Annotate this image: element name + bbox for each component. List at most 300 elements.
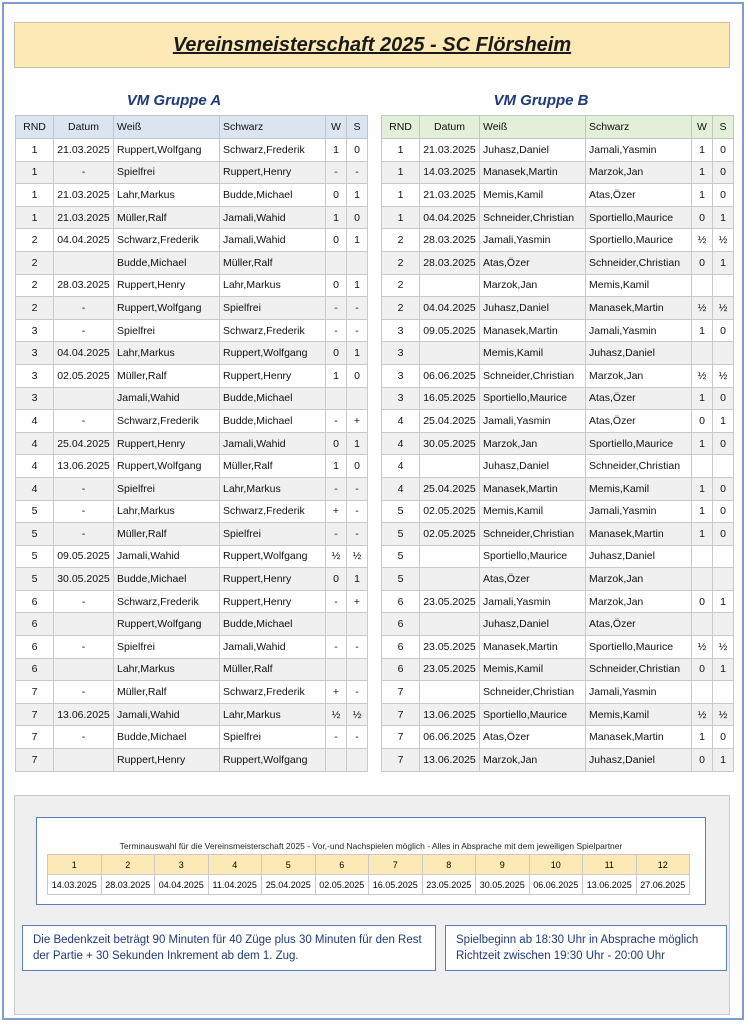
cell-weiss: Jamali,Yasmin xyxy=(480,410,586,433)
cell-datum: 25.04.2025 xyxy=(54,432,114,455)
cell-schwarz: Lahr,Markus xyxy=(220,477,326,500)
table-row xyxy=(16,319,368,342)
cell-weiss: Ruppert,Wolfgang xyxy=(114,297,220,320)
cell-w: 0 xyxy=(692,206,713,229)
cell-rnd: 6 xyxy=(382,590,420,613)
cell-datum: - xyxy=(54,636,114,659)
cell-datum: - xyxy=(54,410,114,433)
cell-weiss: Manasek,Martin xyxy=(480,636,586,659)
cell-schwarz: Ruppert,Henry xyxy=(220,364,326,387)
cell-datum: - xyxy=(54,161,114,184)
cell-weiss: Jamali,Yasmin xyxy=(480,229,586,252)
cell-weiss: Juhasz,Daniel xyxy=(480,139,586,162)
cell-w xyxy=(326,251,347,274)
cell-rnd: 2 xyxy=(16,274,54,297)
cell-rnd: 2 xyxy=(16,229,54,252)
cell-rnd: 2 xyxy=(16,297,54,320)
cell-w xyxy=(692,455,713,478)
cell-datum: 21.03.2025 xyxy=(420,184,480,207)
cell-datum: 21.03.2025 xyxy=(54,139,114,162)
cell-w: 0 xyxy=(326,184,347,207)
cell-s: 1 xyxy=(347,432,368,455)
cell-s: 1 xyxy=(347,229,368,252)
schedule-round-number: 8 xyxy=(422,855,476,875)
cell-rnd: 3 xyxy=(16,342,54,365)
cell-s xyxy=(713,274,734,297)
group-a-title: VM Gruppe A xyxy=(126,92,222,109)
cell-s xyxy=(713,681,734,704)
cell-datum xyxy=(420,274,480,297)
schedule-date: 11.04.2025 xyxy=(208,875,262,895)
col-header-schwarz: Schwarz xyxy=(586,116,692,139)
table-row xyxy=(382,206,734,229)
cell-datum: - xyxy=(54,523,114,546)
cell-s: 0 xyxy=(347,206,368,229)
cell-s: 0 xyxy=(713,387,734,410)
cell-schwarz: Schwarz,Frederik xyxy=(220,500,326,523)
cell-datum: 13.06.2025 xyxy=(420,749,480,772)
cell-w: 1 xyxy=(692,387,713,410)
cell-rnd: 2 xyxy=(382,274,420,297)
cell-w xyxy=(692,681,713,704)
cell-s: - xyxy=(347,477,368,500)
cell-datum: 21.03.2025 xyxy=(54,184,114,207)
table-row xyxy=(382,229,734,252)
cell-weiss: Schwarz,Frederik xyxy=(114,229,220,252)
cell-s: ½ xyxy=(713,297,734,320)
cell-rnd: 5 xyxy=(16,568,54,591)
cell-s: - xyxy=(347,319,368,342)
table-row xyxy=(16,681,368,704)
cell-datum: 28.03.2025 xyxy=(420,251,480,274)
table-row xyxy=(16,206,368,229)
cell-weiss: Budde,Michael xyxy=(114,251,220,274)
cell-datum: 28.03.2025 xyxy=(420,229,480,252)
cell-rnd: 3 xyxy=(382,364,420,387)
schedule-date: 14.03.2025 xyxy=(48,875,102,895)
cell-rnd: 6 xyxy=(16,590,54,613)
cell-weiss: Schwarz,Frederik xyxy=(114,590,220,613)
cell-weiss: Spielfrei xyxy=(114,161,220,184)
cell-weiss: Marzok,Jan xyxy=(480,274,586,297)
cell-schwarz: Jamali,Wahid xyxy=(220,206,326,229)
cell-rnd: 7 xyxy=(382,703,420,726)
cell-schwarz: Juhasz,Daniel xyxy=(586,545,692,568)
table-row xyxy=(382,364,734,387)
col-header-schwarz: Schwarz xyxy=(220,116,326,139)
cell-schwarz: Ruppert,Henry xyxy=(220,161,326,184)
cell-datum xyxy=(54,613,114,636)
table-row xyxy=(16,410,368,433)
cell-weiss: Marzok,Jan xyxy=(480,432,586,455)
cell-schwarz: Lahr,Markus xyxy=(220,274,326,297)
cell-schwarz: Juhasz,Daniel xyxy=(586,342,692,365)
cell-rnd: 7 xyxy=(382,681,420,704)
cell-datum: - xyxy=(54,681,114,704)
schedule-date: 04.04.2025 xyxy=(155,875,209,895)
cell-w: 1 xyxy=(326,139,347,162)
cell-weiss: Spielfrei xyxy=(114,636,220,659)
cell-rnd: 1 xyxy=(16,139,54,162)
table-row xyxy=(382,274,734,297)
schedule-round-number: 10 xyxy=(529,855,583,875)
cell-datum: 02.05.2025 xyxy=(54,364,114,387)
table-row xyxy=(382,477,734,500)
cell-rnd: 1 xyxy=(16,206,54,229)
cell-weiss: Manasek,Martin xyxy=(480,319,586,342)
cell-weiss: Atas,Özer xyxy=(480,726,586,749)
cell-datum: 14.03.2025 xyxy=(420,161,480,184)
cell-rnd: 3 xyxy=(16,387,54,410)
cell-rnd: 7 xyxy=(382,726,420,749)
cell-weiss: Jamali,Wahid xyxy=(114,545,220,568)
table-row xyxy=(382,681,734,704)
cell-w: 1 xyxy=(692,319,713,342)
cell-rnd: 5 xyxy=(382,545,420,568)
cell-schwarz: Schwarz,Frederik xyxy=(220,319,326,342)
cell-s: - xyxy=(347,161,368,184)
cell-w: 0 xyxy=(692,658,713,681)
schedule-round-number: 12 xyxy=(636,855,690,875)
table-row xyxy=(16,590,368,613)
cell-w: ½ xyxy=(692,703,713,726)
cell-weiss: Memis,Kamil xyxy=(480,184,586,207)
cell-datum xyxy=(54,387,114,410)
cell-rnd: 5 xyxy=(382,523,420,546)
cell-datum: - xyxy=(54,590,114,613)
cell-rnd: 3 xyxy=(16,364,54,387)
cell-s: - xyxy=(347,726,368,749)
cell-datum xyxy=(420,342,480,365)
table-row xyxy=(382,726,734,749)
cell-datum: 04.04.2025 xyxy=(420,297,480,320)
cell-datum: 04.04.2025 xyxy=(420,206,480,229)
cell-w: 1 xyxy=(692,500,713,523)
cell-datum xyxy=(420,455,480,478)
cell-schwarz: Manasek,Martin xyxy=(586,297,692,320)
cell-s: 0 xyxy=(347,364,368,387)
col-header-w: W xyxy=(692,116,713,139)
cell-w: ½ xyxy=(692,364,713,387)
col-header-datum: Datum xyxy=(54,116,114,139)
cell-w: 0 xyxy=(326,432,347,455)
table-row xyxy=(382,749,734,772)
cell-rnd: 1 xyxy=(382,161,420,184)
cell-schwarz: Memis,Kamil xyxy=(586,703,692,726)
cell-weiss: Manasek,Martin xyxy=(480,477,586,500)
cell-rnd: 1 xyxy=(16,184,54,207)
cell-s: 0 xyxy=(713,184,734,207)
table-header-row xyxy=(382,116,734,139)
cell-rnd: 2 xyxy=(382,251,420,274)
table-row xyxy=(382,455,734,478)
table-row xyxy=(16,568,368,591)
table-row xyxy=(16,613,368,636)
cell-weiss: Juhasz,Daniel xyxy=(480,613,586,636)
cell-weiss: Budde,Michael xyxy=(114,568,220,591)
col-header-w: W xyxy=(326,116,347,139)
col-header-s: S xyxy=(347,116,368,139)
cell-rnd: 6 xyxy=(382,613,420,636)
cell-s: 1 xyxy=(347,342,368,365)
cell-weiss: Jamali,Yasmin xyxy=(480,590,586,613)
cell-s: - xyxy=(347,297,368,320)
cell-weiss: Ruppert,Henry xyxy=(114,749,220,772)
cell-rnd: 7 xyxy=(16,749,54,772)
cell-schwarz: Spielfrei xyxy=(220,523,326,546)
schedule-date: 30.05.2025 xyxy=(476,875,530,895)
cell-weiss: Budde,Michael xyxy=(114,726,220,749)
cell-datum: - xyxy=(54,726,114,749)
cell-schwarz: Budde,Michael xyxy=(220,387,326,410)
cell-s: - xyxy=(347,523,368,546)
cell-w: 0 xyxy=(326,568,347,591)
cell-schwarz: Jamali,Wahid xyxy=(220,636,326,659)
cell-w xyxy=(326,749,347,772)
cell-rnd: 2 xyxy=(16,251,54,274)
cell-rnd: 7 xyxy=(16,703,54,726)
cell-schwarz: Manasek,Martin xyxy=(586,726,692,749)
cell-w: 1 xyxy=(326,206,347,229)
cell-s: ½ xyxy=(713,364,734,387)
cell-w: 1 xyxy=(692,523,713,546)
cell-datum: 16.05.2025 xyxy=(420,387,480,410)
cell-schwarz: Ruppert,Henry xyxy=(220,590,326,613)
cell-s: + xyxy=(347,410,368,433)
cell-w xyxy=(692,274,713,297)
table-row xyxy=(16,500,368,523)
schedule-round-number: 7 xyxy=(369,855,423,875)
cell-schwarz: Sportiello,Maurice xyxy=(586,206,692,229)
cell-datum xyxy=(420,613,480,636)
cell-datum xyxy=(54,658,114,681)
schedule-date: 02.05.2025 xyxy=(315,875,369,895)
table-row xyxy=(16,455,368,478)
cell-s: 0 xyxy=(713,726,734,749)
cell-weiss: Sportiello,Maurice xyxy=(480,387,586,410)
cell-w: 0 xyxy=(692,590,713,613)
cell-weiss: Memis,Kamil xyxy=(480,500,586,523)
cell-rnd: 4 xyxy=(16,455,54,478)
table-row xyxy=(382,139,734,162)
cell-rnd: 4 xyxy=(382,455,420,478)
cell-s: 1 xyxy=(713,251,734,274)
schedule-round-number: 2 xyxy=(101,855,155,875)
cell-w: - xyxy=(326,523,347,546)
table-row xyxy=(16,342,368,365)
cell-s: + xyxy=(347,590,368,613)
cell-weiss: Jamali,Wahid xyxy=(114,703,220,726)
table-row xyxy=(16,251,368,274)
cell-rnd: 6 xyxy=(382,658,420,681)
schedule-round-number: 11 xyxy=(583,855,637,875)
table-row xyxy=(382,703,734,726)
cell-rnd: 2 xyxy=(382,229,420,252)
cell-rnd: 4 xyxy=(382,410,420,433)
cell-s: 1 xyxy=(713,749,734,772)
cell-w: 0 xyxy=(326,274,347,297)
cell-weiss: Sportiello,Maurice xyxy=(480,545,586,568)
cell-schwarz: Atas,Özer xyxy=(586,387,692,410)
table-row xyxy=(382,184,734,207)
cell-s: 1 xyxy=(347,568,368,591)
cell-rnd: 4 xyxy=(16,432,54,455)
schedule-box xyxy=(36,817,706,905)
table-row xyxy=(16,523,368,546)
cell-schwarz: Ruppert,Wolfgang xyxy=(220,545,326,568)
col-header-rnd: RND xyxy=(382,116,420,139)
cell-datum: 23.05.2025 xyxy=(420,658,480,681)
cell-datum: 30.05.2025 xyxy=(54,568,114,591)
cell-datum: 04.04.2025 xyxy=(54,229,114,252)
cell-schwarz: Memis,Kamil xyxy=(586,477,692,500)
cell-w xyxy=(326,387,347,410)
table-row xyxy=(382,590,734,613)
cell-weiss: Schneider,Christian xyxy=(480,364,586,387)
cell-rnd: 6 xyxy=(16,636,54,659)
cell-datum: 13.06.2025 xyxy=(54,455,114,478)
cell-s: 1 xyxy=(713,206,734,229)
cell-s xyxy=(347,387,368,410)
cell-rnd: 1 xyxy=(382,139,420,162)
cell-s: - xyxy=(347,636,368,659)
cell-s: 0 xyxy=(713,500,734,523)
cell-schwarz: Sportiello,Maurice xyxy=(586,432,692,455)
table-row xyxy=(16,161,368,184)
cell-schwarz: Memis,Kamil xyxy=(586,274,692,297)
cell-schwarz: Marzok,Jan xyxy=(586,161,692,184)
cell-schwarz: Sportiello,Maurice xyxy=(586,229,692,252)
table-row xyxy=(16,749,368,772)
cell-weiss: Ruppert,Wolfgang xyxy=(114,613,220,636)
cell-datum: - xyxy=(54,500,114,523)
cell-rnd: 7 xyxy=(382,749,420,772)
cell-rnd: 5 xyxy=(16,500,54,523)
table-row xyxy=(16,229,368,252)
cell-rnd: 4 xyxy=(382,477,420,500)
cell-s: - xyxy=(347,681,368,704)
cell-rnd: 7 xyxy=(16,681,54,704)
table-row xyxy=(16,297,368,320)
cell-schwarz: Jamali,Wahid xyxy=(220,229,326,252)
cell-s xyxy=(347,749,368,772)
cell-w: ½ xyxy=(692,229,713,252)
cell-w: - xyxy=(326,477,347,500)
schedule-round-number: 1 xyxy=(48,855,102,875)
cell-w xyxy=(692,342,713,365)
cell-weiss: Lahr,Markus xyxy=(114,342,220,365)
cell-weiss: Müller,Ralf xyxy=(114,681,220,704)
cell-rnd: 1 xyxy=(382,206,420,229)
schedule-date: 13.06.2025 xyxy=(583,875,637,895)
cell-s xyxy=(347,613,368,636)
cell-weiss: Schneider,Christian xyxy=(480,523,586,546)
table-row xyxy=(16,184,368,207)
table-row xyxy=(16,726,368,749)
schedule-date: 27.06.2025 xyxy=(636,875,690,895)
cell-datum: 25.04.2025 xyxy=(420,410,480,433)
cell-datum xyxy=(420,681,480,704)
cell-rnd: 3 xyxy=(382,387,420,410)
cell-w: 1 xyxy=(326,455,347,478)
cell-s: 0 xyxy=(713,319,734,342)
table-row xyxy=(16,477,368,500)
cell-schwarz: Müller,Ralf xyxy=(220,658,326,681)
cell-w: - xyxy=(326,297,347,320)
cell-datum: 21.03.2025 xyxy=(54,206,114,229)
table-row xyxy=(382,319,734,342)
cell-schwarz: Juhasz,Daniel xyxy=(586,749,692,772)
schedule-table xyxy=(47,854,690,895)
cell-schwarz: Ruppert,Wolfgang xyxy=(220,749,326,772)
cell-w: 0 xyxy=(326,342,347,365)
cell-s: 1 xyxy=(347,184,368,207)
cell-schwarz: Schneider,Christian xyxy=(586,658,692,681)
cell-schwarz: Ruppert,Henry xyxy=(220,568,326,591)
cell-weiss: Müller,Ralf xyxy=(114,523,220,546)
cell-s: ½ xyxy=(347,545,368,568)
cell-schwarz: Ruppert,Wolfgang xyxy=(220,342,326,365)
table-row xyxy=(16,432,368,455)
cell-rnd: 5 xyxy=(16,545,54,568)
cell-schwarz: Jamali,Yasmin xyxy=(586,139,692,162)
cell-w xyxy=(326,658,347,681)
cell-schwarz: Manasek,Martin xyxy=(586,523,692,546)
title-banner xyxy=(14,22,730,68)
cell-rnd: 4 xyxy=(16,477,54,500)
cell-schwarz: Lahr,Markus xyxy=(220,703,326,726)
cell-s: 1 xyxy=(713,590,734,613)
cell-w xyxy=(326,613,347,636)
cell-datum: 02.05.2025 xyxy=(420,500,480,523)
cell-w: 0 xyxy=(692,749,713,772)
cell-rnd: 4 xyxy=(382,432,420,455)
cell-s: 0 xyxy=(713,161,734,184)
time-control-note: Die Bedenkzeit beträgt 90 Minuten für 40 Züge plus 30 Minuten für den Rest der Partie + 30 Sekunden Inkrement ab dem 1. Zug. xyxy=(22,925,436,971)
cell-datum: 13.06.2025 xyxy=(54,703,114,726)
table-row xyxy=(382,658,734,681)
cell-w: 0 xyxy=(692,251,713,274)
cell-schwarz: Budde,Michael xyxy=(220,613,326,636)
cell-w: - xyxy=(326,636,347,659)
cell-w: + xyxy=(326,681,347,704)
cell-w: 1 xyxy=(692,139,713,162)
table-row xyxy=(16,658,368,681)
cell-schwarz: Spielfrei xyxy=(220,297,326,320)
cell-weiss: Atas,Özer xyxy=(480,568,586,591)
cell-s: 1 xyxy=(347,274,368,297)
cell-w: 1 xyxy=(692,161,713,184)
cell-w: 1 xyxy=(692,432,713,455)
cell-rnd: 5 xyxy=(382,500,420,523)
cell-weiss: Ruppert,Wolfgang xyxy=(114,139,220,162)
cell-w: ½ xyxy=(326,703,347,726)
table-row xyxy=(16,387,368,410)
group-b-table xyxy=(381,115,734,772)
cell-rnd: 3 xyxy=(382,319,420,342)
table-row xyxy=(382,410,734,433)
cell-schwarz: Atas,Özer xyxy=(586,184,692,207)
cell-schwarz: Atas,Özer xyxy=(586,613,692,636)
cell-weiss: Manasek,Martin xyxy=(480,161,586,184)
cell-schwarz: Jamali,Yasmin xyxy=(586,500,692,523)
cell-rnd: 1 xyxy=(16,161,54,184)
cell-schwarz: Jamali,Wahid xyxy=(220,432,326,455)
table-row xyxy=(16,636,368,659)
schedule-round-number: 3 xyxy=(155,855,209,875)
cell-rnd: 5 xyxy=(16,523,54,546)
schedule-round-number: 9 xyxy=(476,855,530,875)
